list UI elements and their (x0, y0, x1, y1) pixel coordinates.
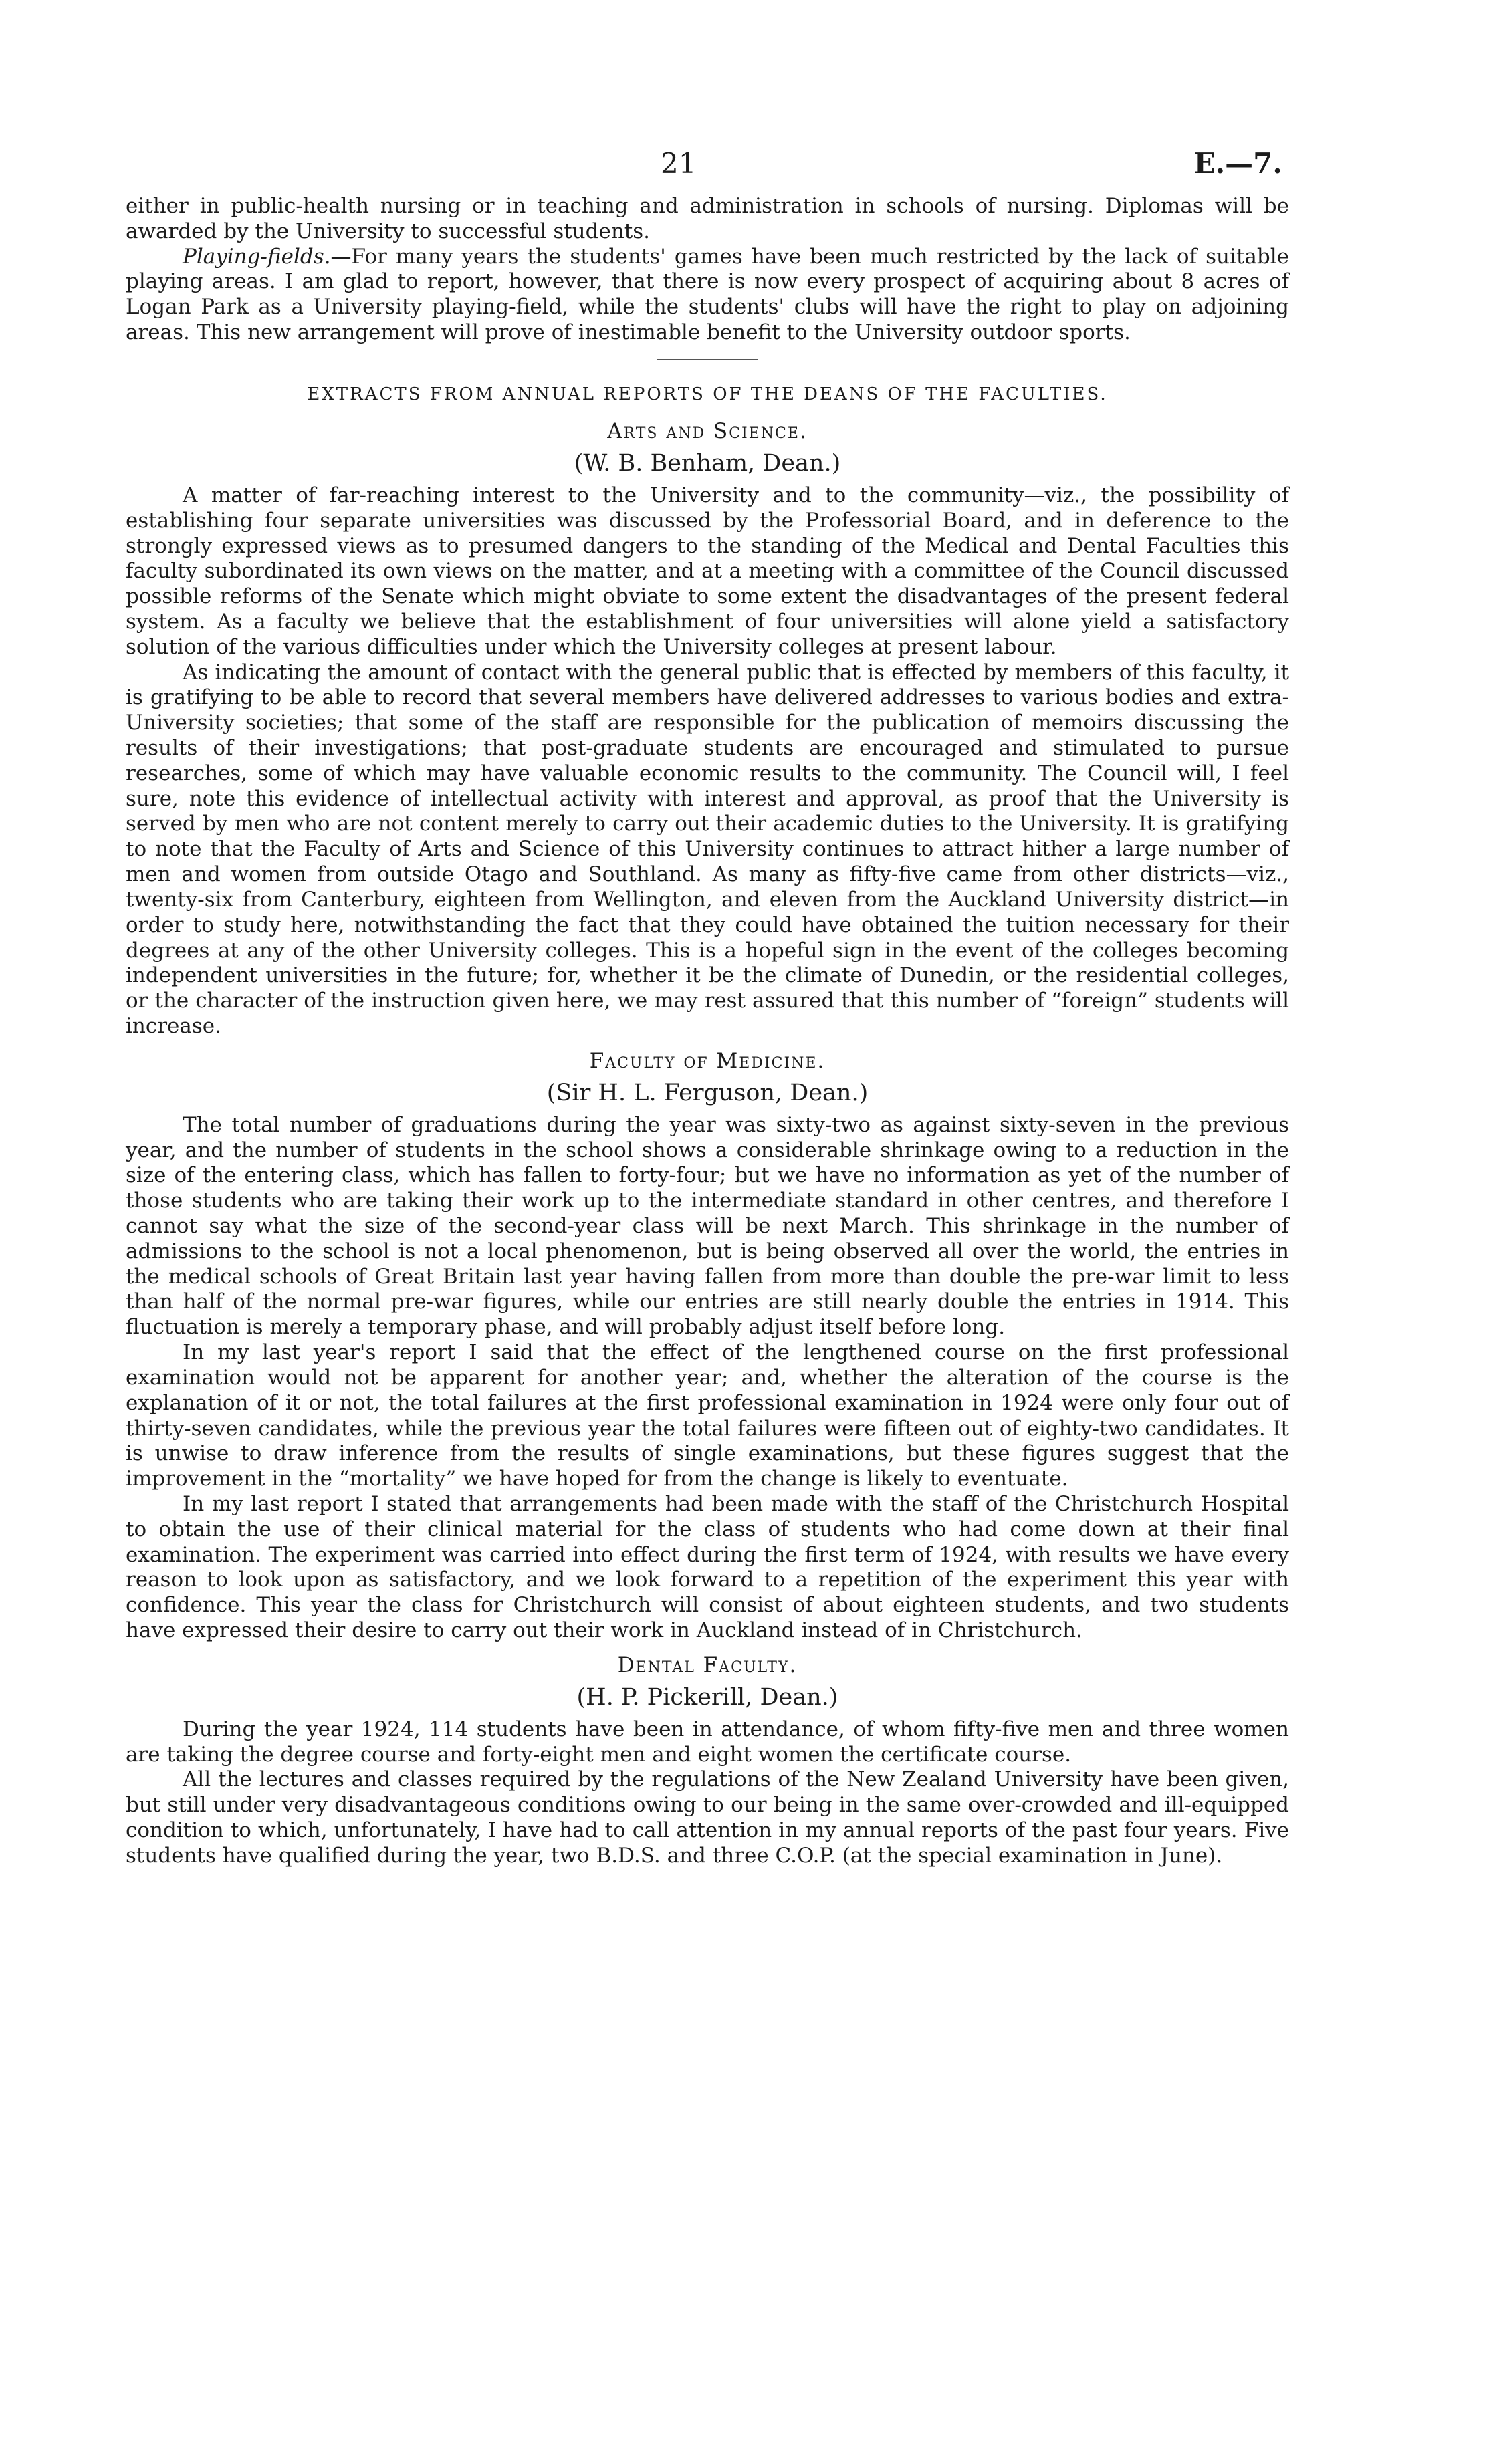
playing-fields-text: —For many years the students' games have been much restricted by the lack of suitable playing areas. I am glad to report, however, that there is now every prospect of acquiring about 8 acres of Logan Park as a University playing-field, while the students' clubs will have the right to play on adjoining areas. This new arrangement will prove of inestimable benefit to the University outdoor sports. (126, 244, 1289, 345)
dental-heading: Dental Faculty. (617, 1652, 798, 1677)
medicine-dean: (Sir H. L. Ferguson, Dean.) (546, 1079, 869, 1106)
playing-fields-label: Playing-fields. (183, 244, 331, 269)
section-divider (657, 359, 758, 360)
arts-science-heading: Arts and Science. (607, 418, 808, 443)
playing-fields-paragraph (126, 245, 1289, 346)
page-header (126, 127, 1289, 194)
document-reference: E.—7. (1193, 147, 1282, 180)
arts-paragraph: As indicating the amount of contact with the general public that is effected by members of this faculty, it is gratifying to be able to record that several members have delivered addresses to various bodies and extra-University societies; that some of the staff are responsible for the publication of memoirs discussing the results of their investigations; that post-graduate students are encouraged and stimulated to pursue researches, some of which may have valuable economic results to the community. The Council will, I feel sure, note this evidence of intellectual activity with interest and approval, as proof that the University is served by men who are not content merely to carry out their academic duties to the University. It is gratifying to note that the Faculty of Arts and Science of this University continues to attract hither a large number of men and women from outside Otago and Southland. As many as fifty-five came from other districts—viz., twenty-six from Canterbury, eighteen from Wellington, and eleven from the Auckland University district—in order to study here, notwithstanding the fact that they could have obtained the tuition necessary for their degrees at any of the other University colleges. This is a hopeful sign in the event of the colleges becoming independent universities in the future; for, whether it be the climate of Dunedin, or the residential colleges, or the character of the instruction given here, we may rest assured that this number of “foreign” students will increase. (126, 660, 1289, 1038)
medicine-paragraph: In my last report I stated that arrangements had been made with the staff of the Christchurch Hospital to obtain the use of their clinical material for the class of students who had come down at their final examination. The experiment was carried into effect during the first term of 1924, with results we have every reason to look upon as satisfactory, and we look forward to a repetition of the experiment this year with confidence. This year the class for Christchurch will consist of about eighteen students, and two students have expressed their desire to carry out their work in Auckland instead of in Christchurch. (126, 1491, 1289, 1642)
medicine-paragraph: The total number of graduations during the year was sixty-two as against sixty-seven in the previous year, and the number of students in the school shows a considerable shrinkage owing to a reduction in the size of the entering class, which has fallen to forty-four; but we have no information as yet of the number of those students who are taking their work up to the intermediate standard in other centres, and therefore I cannot say what the size of the second-year class will be next March. This shrinkage in the number of admissions to the school is not a local phenomenon, but is being observed all over the world, the entries in the medical schools of Great Britain last year having fallen from more than double the pre-war limit to less than half of the normal pre-war figures, while our entries are still nearly double the entries in 1914. This fluctuation is merely a temporary phase, and will probably adjust itself before long. (126, 1112, 1289, 1340)
dental-dean: (H. P. Pickerill, Dean.) (576, 1683, 838, 1711)
arts-science-dean: (W. B. Benham, Dean.) (574, 449, 841, 477)
document-page (126, 127, 1289, 1869)
dental-paragraph: During the year 1924, 114 students have been in attendance, of whom fifty-five men and three women are taking the degree course and forty-eight men and eight women the certificate course. (126, 1717, 1289, 1767)
arts-paragraph: A matter of far-reaching interest to the University and to the community—viz., the possibility of establishing four separate universities was discussed by the Professorial Board, and in deference to the strongly expressed views as to presumed dangers to the standing of the Medical and Dental Faculties this faculty subordinated its own views on the matter, and at a meeting with a committee of the Council discussed possible reforms of the Senate which might obviate to some extent the disadvantages of the present federal system. As a faculty we believe that the establishment of four universities will alone yield a satisfactory solution of the various difficulties under which the University colleges at present labour. (126, 483, 1289, 659)
intro-continuation-paragraph: either in public-health nursing or in teaching and administration in schools of nursing. Diplomas will be awarded by the University to successful students. (126, 194, 1289, 243)
medicine-heading: Faculty of Medicine. (589, 1048, 826, 1073)
dental-paragraph: All the lectures and classes required by the regulations of the New Zealand University have been given, but still under very disadvantageous conditions owing to our being in the same over-crowded and ill-equipped condition to which, unfortunately, I have had to call attention in my annual reports of the past four years. Five students have qualified during the year, two B.D.S. and three C.O.P. (at the special examination in June). (126, 1767, 1289, 1868)
medicine-paragraph: In my last year's report I said that the effect of the lengthened course on the first professional examination would not be apparent for another year; and, whether the alteration of the course is the explanation of it or not, the total failures at the first professional examination in 1924 were only four out of thirty-seven candidates, while the previous year the total failures were fifteen out of eighty-two candidates. It is unwise to draw inference from the results of single examinations, but these figures suggest that the improvement in the “mortality” we have hoped for from the change is likely to eventuate. (126, 1340, 1289, 1491)
page-number: 21 (661, 147, 697, 180)
extracts-heading: EXTRACTS FROM ANNUAL REPORTS OF THE DEANS OF THE FACULTIES. (307, 384, 1108, 404)
